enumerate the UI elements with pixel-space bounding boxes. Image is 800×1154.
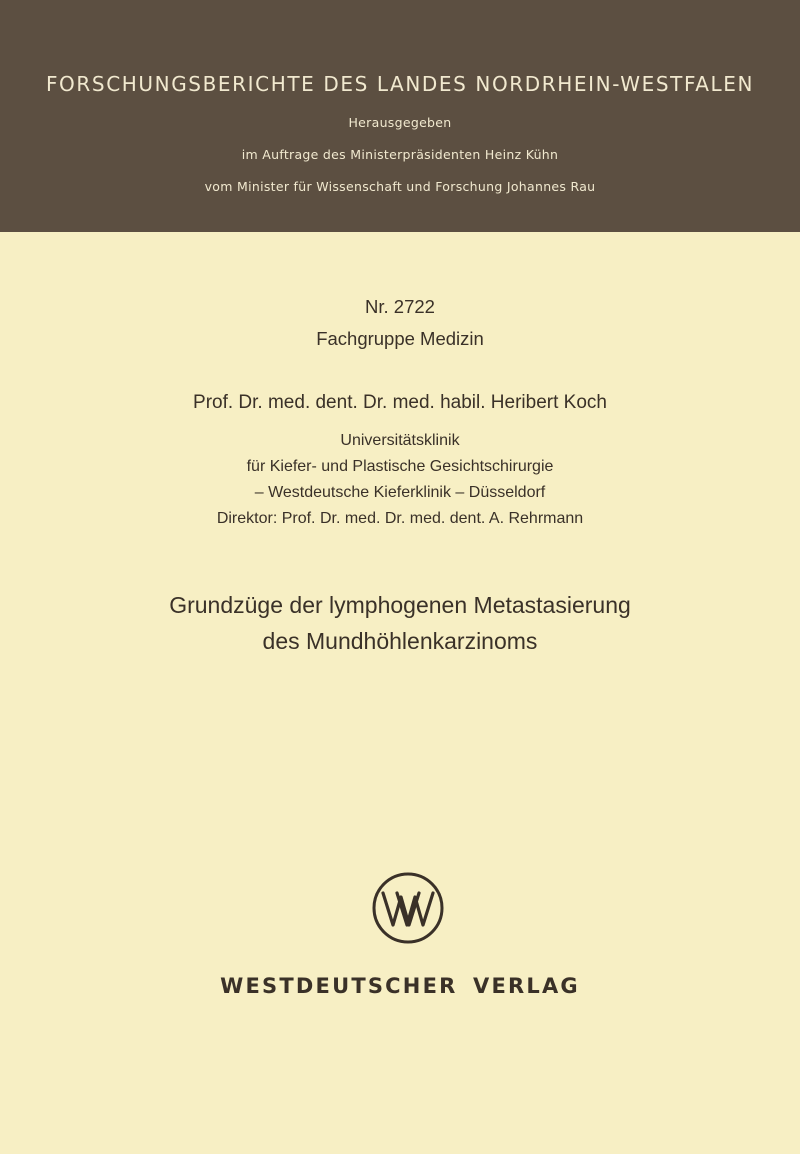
series-header (0, 0, 800, 232)
header-minister-line: vom Minister für Wissenschaft und Forschung Johannes Rau (204, 179, 596, 194)
header-publisher-note: Herausgegeben (348, 115, 452, 130)
institution-director: Direktor: Prof. Dr. med. Dr. med. dent. A. Rehrmann (216, 510, 584, 527)
publisher-name: WESTDEUTSCHER VERLAG (220, 974, 580, 998)
wv-logo-icon (371, 871, 445, 945)
series-title: FORSCHUNGSBERICHTE DES LANDES NORDRHEIN-WESTFALEN (45, 72, 755, 96)
subject-group: Fachgruppe Medizin (316, 328, 484, 349)
header-commission-line: im Auftrage des Ministerpräsidenten Heinz Kühn (241, 147, 559, 162)
author-name: Prof. Dr. med. dent. Dr. med. habil. Heribert Koch (193, 392, 607, 413)
book-title-line-1: Grundzüge der lymphogenen Metastasierung (169, 592, 631, 618)
volume-number: Nr. 2722 (365, 296, 435, 317)
institution-line-1: Universitätsklinik (340, 432, 460, 449)
book-title-line-2: des Mundhöhlenkarzinoms (262, 628, 538, 654)
institution-line-3: – Westdeutsche Kieferklinik – Düsseldorf (254, 484, 546, 501)
institution-line-2: für Kiefer- und Plastische Gesichtschirurgie (246, 458, 554, 475)
